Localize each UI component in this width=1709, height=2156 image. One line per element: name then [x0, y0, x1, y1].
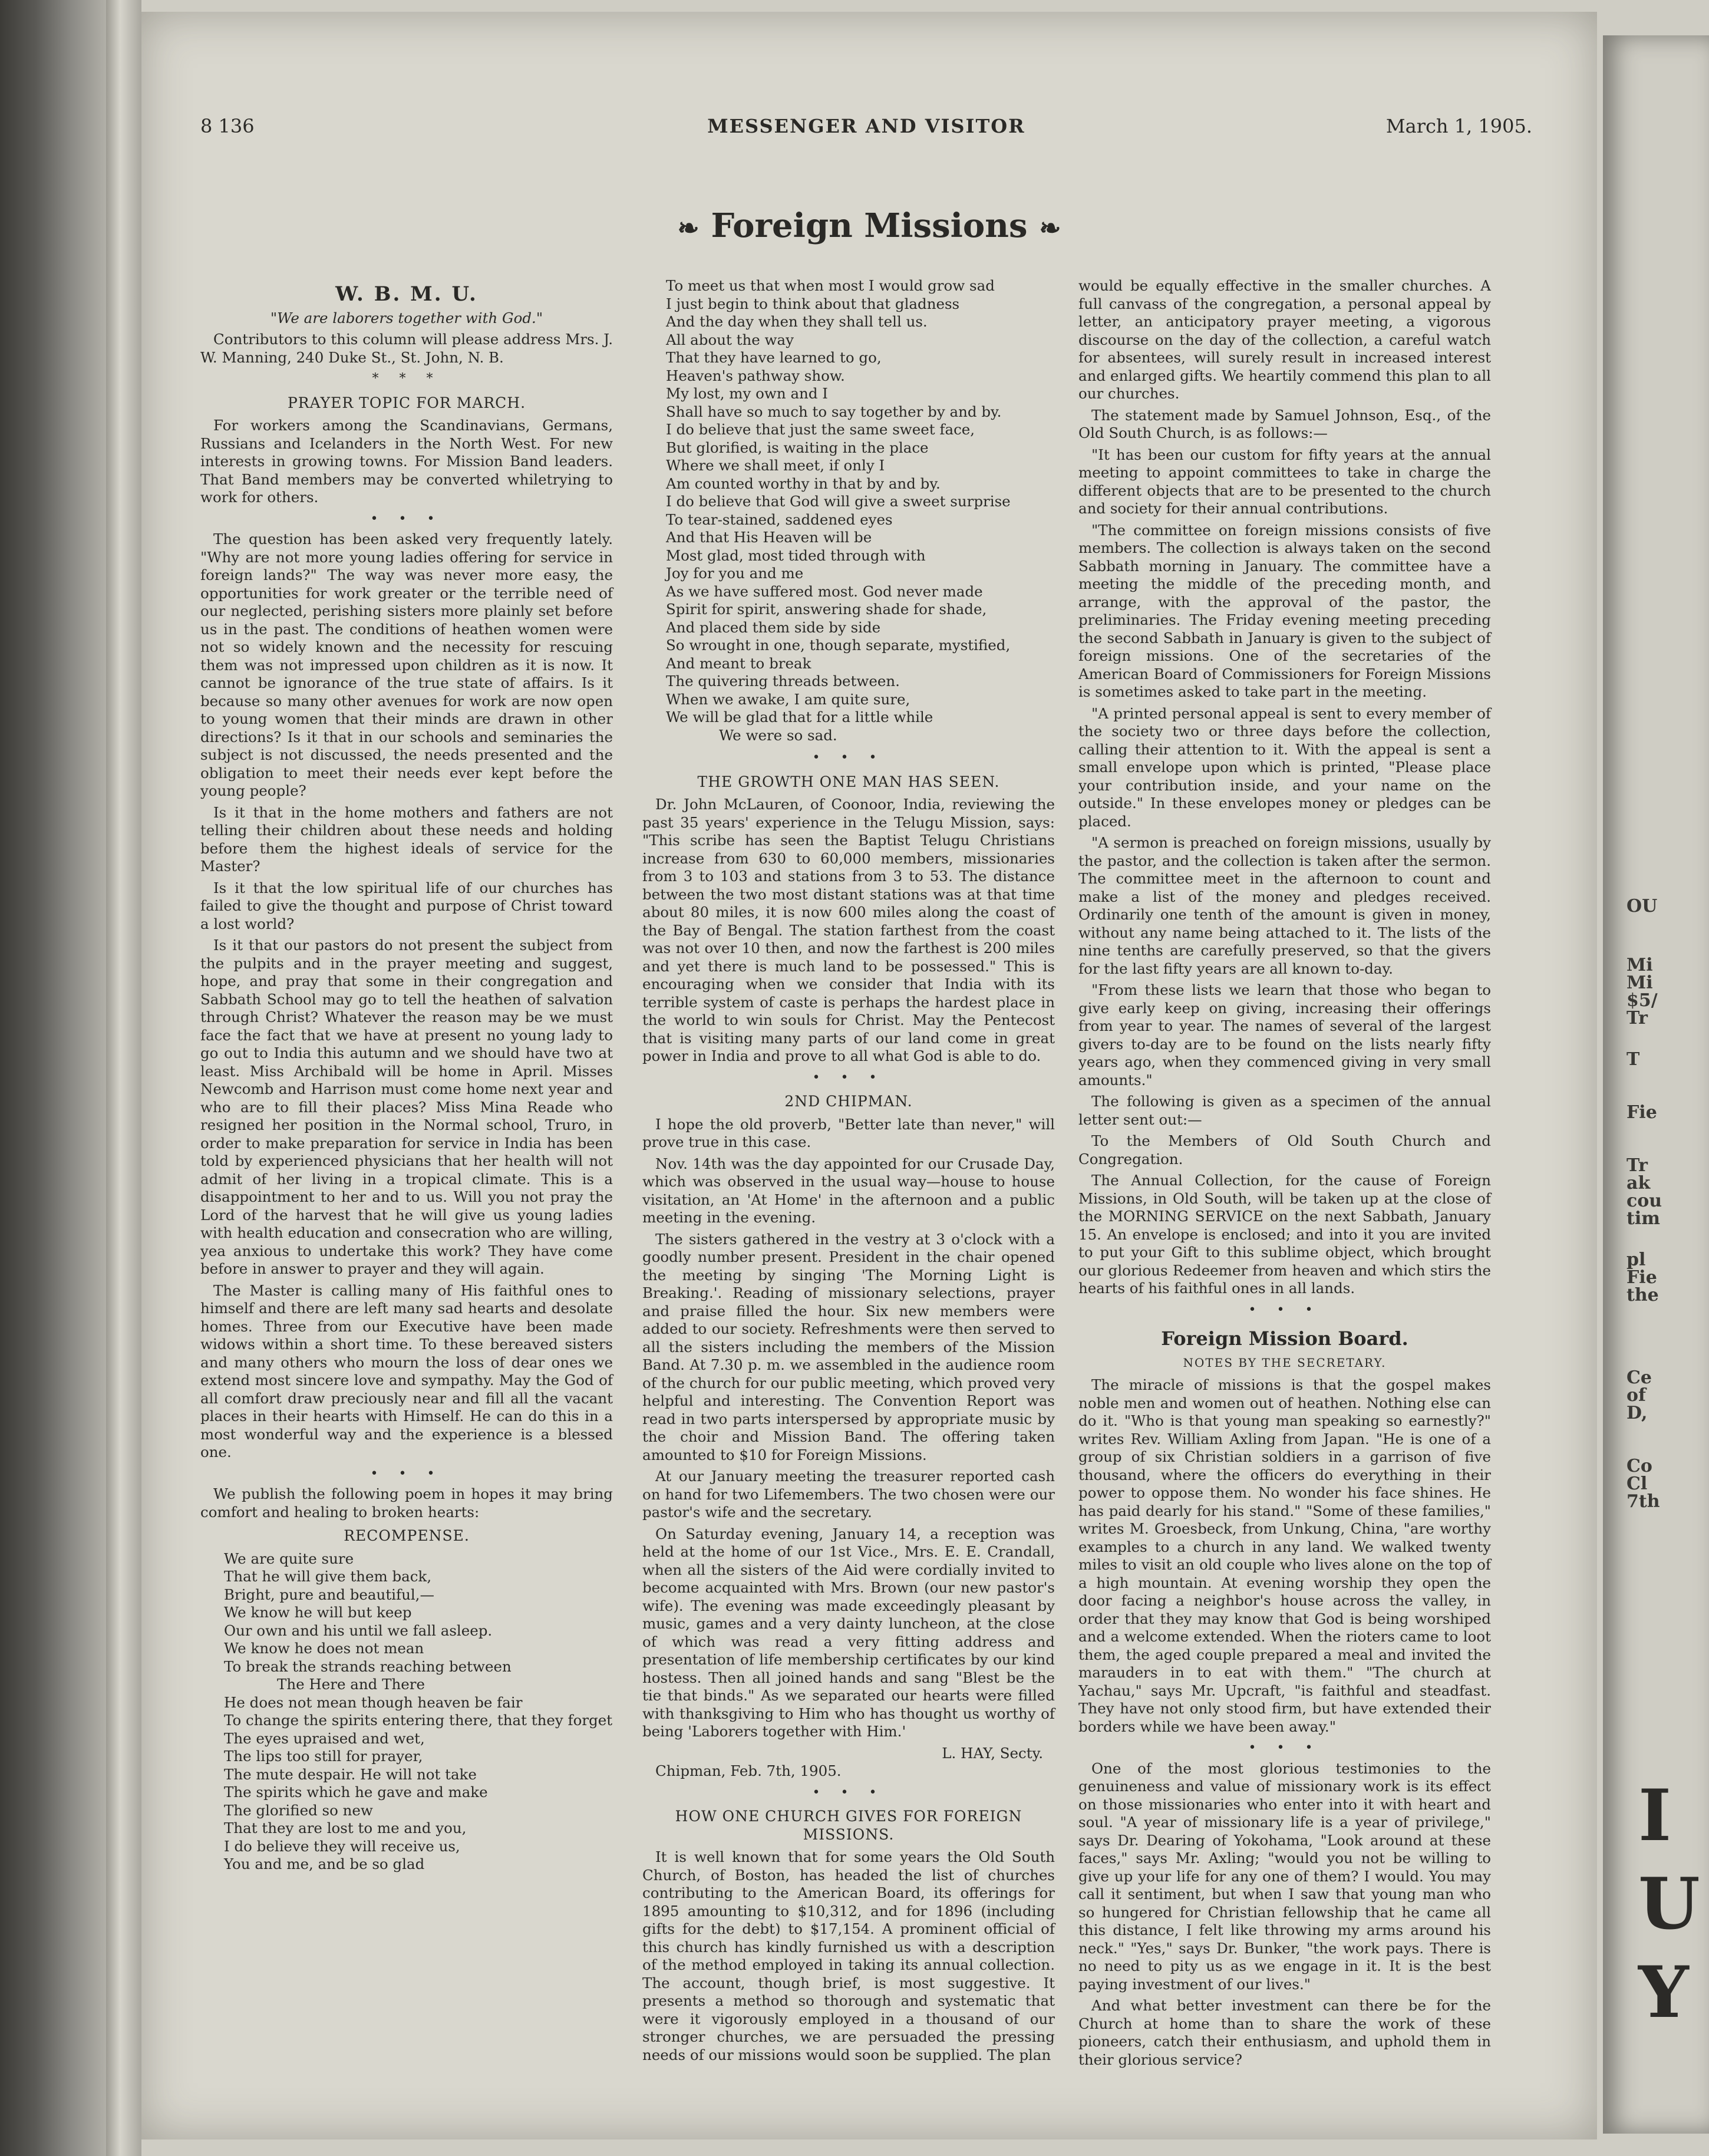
- paragraph: And what better investment can there be for the Church at home than to share the work of these pioneers, catch their enthusiasm, and uphold them in their glorious service?: [1078, 1997, 1491, 2068]
- board-heading: Foreign Mission Board.: [1161, 1327, 1408, 1350]
- poem-line: Heaven's pathway show.: [666, 367, 845, 384]
- adjacent-page-edge: [1603, 35, 1709, 2134]
- paragraph: "A sermon is preached on foreign missions, usually by the pastor, and the collection is taken after the sermon. The committee meet in the afternoon to count and make a list of the money and pledges received. Ordinarily one tenth of the amount is given in money, without any name being attached to it. The lists of the nine tenths are carefully preserved, so that the givers for the last fifty years are all known to-day.: [1078, 834, 1491, 977]
- fragment-big-letter: Y: [1638, 1951, 1689, 2034]
- dot-separator: • • •: [812, 1070, 885, 1085]
- poem-line: The glorified so new: [224, 1801, 373, 1819]
- fragment-big-letter: U: [1638, 1862, 1700, 1946]
- prayer-topic-text: For workers among the Scandinavians, Germans, Russians and Icelanders in the North West. For new interests in growing towns. For Mission Band leaders. That Band members may be converted whiletrying to work for others.: [200, 417, 613, 506]
- fragment-text: Fie: [1626, 1102, 1657, 1123]
- fragment-text: D,: [1626, 1403, 1648, 1423]
- dot-separator: • • •: [1248, 1740, 1321, 1755]
- poem-line: Shall have so much to say together by and by.: [666, 403, 1002, 420]
- poem-line: When we awake, I am quite sure,: [666, 690, 910, 708]
- wbmu-title: W. B. M. U.: [335, 282, 478, 306]
- paragraph: The following is given as a specimen of the annual letter sent out:—: [1078, 1093, 1491, 1128]
- dot-separator: • • •: [812, 750, 885, 765]
- poem-line: To change the spirits entering there, that they forget: [224, 1712, 613, 1729]
- paragraph: We publish the following poem in hopes it may bring comfort and healing to broken hearts:: [200, 1485, 613, 1521]
- poem-line: The mute despair. He will not take: [224, 1765, 477, 1783]
- paragraph: "A printed personal appeal is sent to every member of the society two or three days before the collection, calling their attention to it. With the appeal is sent a small envelope upon which is printed, "Please place your contribution inside, and your name on the outside." In these envelopes money or pledges can be placed.: [1078, 704, 1491, 830]
- poem-line: Our own and his until we fall asleep.: [224, 1621, 493, 1639]
- poem-line: To tear-stained, saddened eyes: [666, 510, 893, 528]
- poem-line: As we have suffered most. God never made: [666, 582, 983, 600]
- poem-line: I do believe that just the same sweet face,: [666, 421, 975, 438]
- chipman-heading: 2ND CHIPMAN.: [784, 1093, 913, 1110]
- poem-line: To break the strands reaching between: [224, 1657, 512, 1675]
- poem-line: And placed them side by side: [666, 618, 881, 636]
- fragment-text: Mi: [1626, 955, 1653, 975]
- paragraph: I hope the old proverb, "Better late than never," will prove true in this case.: [642, 1115, 1055, 1150]
- paragraph: The miracle of missions is that the gospel makes noble men and women out of heathen. Nothing else can do it. "Who is that young man speaking so earnestly?" writes Rev. William Axling from Japan. "He is one of a group of six Christian soldiers in a garrison of five thousand, where the officers do everything in their power to oppose them. No wonder his face shines. He has paid dearly for his stand." "Some of these families," writes M. Groesbeck, from Unkung, China, "are worthy examples to a church in any land. We walked twenty miles to visit an old couple who lives alone on the top of a high mountain. At evening worship they open the door facing a neighbor's house across the valley, in order that they may know that God is being worshiped and a welcome extended. When the rioters came to loot them, the aged couple prepared a meal and invited the marauders in to eat with them." "The church at Yachau," says Mr. Upcraft, "is faithful and steadfast. They have not only stood firm, but have extended their borders while we have been away.": [1078, 1376, 1491, 1735]
- poem-line: He does not mean though heaven be fair: [224, 1693, 523, 1711]
- fragment-big-letter: I: [1638, 1774, 1672, 1857]
- paragraph: To the Members of Old South Church and Congregation.: [1078, 1132, 1491, 1168]
- poem-line: We will be glad that for a little while: [666, 708, 933, 726]
- poem-line: Where we shall meet, if only I: [666, 457, 885, 474]
- fragment-text: ak: [1626, 1173, 1651, 1194]
- fragment-text: Mi: [1626, 972, 1653, 993]
- poem-line: And that His Heaven will be: [666, 529, 872, 546]
- fragment-text: Ce: [1626, 1367, 1652, 1388]
- board-subheading: NOTES BY THE SECRETARY.: [1183, 1355, 1387, 1370]
- poem-recompense-part2: [666, 277, 1055, 744]
- paragraph: At our January meeting the treasurer reported cash on hand for two Lifemembers. The two chosen were our pastor's wife and the secretary.: [642, 1468, 1055, 1521]
- contributors-note: Contributors to this column will please address Mrs. J. W. Manning, 240 Duke St., St. John, N. B.: [200, 331, 613, 366]
- fragment-text: 7th: [1626, 1491, 1660, 1512]
- page-binding: [106, 0, 141, 2156]
- paragraph: "It has been our custom for fifty years at the annual meeting to appoint committees to take in charge the different objects that are to be presented to the church and society for their annual contributions.: [1078, 446, 1491, 517]
- paragraph: One of the most glorious testimonies to the genuineness and value of missionary work is its effect on those missionaries who enter into it with heart and soul. "A year of missionary life is a year of privilege," says Dr. Dearing of Yokohama, "Look around at these faces," says Mr. Axling; "would you not be willing to give up your life for any one of them? I would. You may call it sentiment, but when I saw that young man who so hungered for Christian fellowship that he came all this distance, I felt like throwing my arms around his neck." "Yes," says Dr. Bunker, "the work pays. There is no need to pity us as we engage in it. It is the best paying investment of our lives.": [1078, 1759, 1491, 1993]
- column-3: [1078, 277, 1491, 2072]
- fragment-text: pl: [1626, 1250, 1646, 1270]
- poem-line: So wrought in one, though separate, mystified,: [666, 637, 1011, 654]
- poem-line: The eyes upraised and wet,: [224, 1729, 425, 1747]
- dot-separator: • • •: [1248, 1302, 1321, 1317]
- dateline: Chipman, Feb. 7th, 1905.: [655, 1762, 842, 1779]
- fragment-text: T: [1626, 1049, 1640, 1070]
- poem-line: We know he will but keep: [224, 1604, 412, 1621]
- paragraph: would be equally effective in the smaller churches. A full canvass of the congregation, a personal appeal by letter, an anticipatory prayer meeting, a vigorous discourse on the day of the collection, a careful watch for absentees, will surely result in increased interest and enlarged gifts. We heartily commend this plan to all our churches.: [1078, 277, 1491, 402]
- paragraph: Dr. John McLauren, of Coonoor, India, reviewing the past 35 years' experience in the Telugu Mission, says: "This scribe has seen the Baptist Telugu Christians increase from 630 to 60,000 members, missionaries from 3 to 103 and stations from 3 to 53. The distance between the two most distant stations was at that time about 80 miles, it is now 600 miles along the coast of the Bay of Bengal. The station farthest from the coast was not over 10 then, and now the farthest is 200 miles and yet there is much land to be possessed." This is encouraging when we consider that India with its terrible system of caste is perhaps the hardest place in the world to win souls for Christ. May the Pentecost that is visiting many parts of our land come in great power in India and prove to all what God is able to do.: [642, 796, 1055, 1064]
- fragment-text: Fie: [1626, 1267, 1657, 1288]
- poem-line: We are quite sure: [224, 1550, 354, 1567]
- journal-name: MESSENGER AND VISITOR: [707, 115, 1025, 137]
- signature: L. HAY, Secty.: [942, 1744, 1043, 1762]
- poem-line: The lips too still for prayer,: [224, 1748, 423, 1765]
- page-header: [200, 115, 1532, 150]
- poem-line: All about the way: [666, 331, 794, 348]
- poem-line: My lost, my own and I: [666, 385, 828, 402]
- section-title-text: Foreign Missions: [711, 206, 1028, 245]
- poem-line: You and me, and be so glad: [224, 1855, 425, 1873]
- column-2: [642, 277, 1055, 2068]
- ornament-icon: ❧: [1039, 213, 1061, 243]
- newspaper-page: [141, 12, 1597, 2139]
- poem-line: We were so sad.: [719, 726, 837, 744]
- fragment-text: Co: [1626, 1456, 1652, 1476]
- poem-line: The Here and There: [277, 1676, 425, 1693]
- poem-title: RECOMPENSE.: [344, 1527, 470, 1544]
- poem-line: I do believe they will receive us,: [224, 1837, 460, 1855]
- fragment-text: Tr: [1626, 1155, 1648, 1176]
- poem-line: Spirit for spirit, answering shade for shade,: [666, 601, 987, 618]
- fragment-text: tim: [1626, 1208, 1660, 1229]
- paragraph: The Master is calling many of His faithful ones to himself and there are left many sad hearts and desolate homes. Three from our Executive have been made widows within a short time. To these bereaved sisters and many others who mourn the loss of dear ones we extend most sincere love and sympathy. May the God of all comfort draw preciously near and fill all the vacant places in their hearts with Himself. He can do this in a most wonderful way and the experience is a blessed one.: [200, 1281, 613, 1461]
- paragraph: "From these lists we learn that those who began to give early keep on giving, increasing their offerings from year to year. The names of several of the largest givers to-day are to be found on the lists nearly fifty years ago, when they commenced giving in very small amounts.": [1078, 981, 1491, 1089]
- fragment-text: OU: [1626, 896, 1658, 917]
- poem-line: That they are lost to me and you,: [224, 1819, 467, 1837]
- poem-line: That he will give them back,: [224, 1568, 432, 1585]
- paragraph: Is it that the low spiritual life of our churches has failed to give the thought and purpose of Christ toward a lost world?: [200, 879, 613, 932]
- paragraph: Is it that in the home mothers and fathers are not telling their children about these needs and holding before them the highest ideals of service for the Master?: [200, 803, 613, 875]
- poem-line: The spirits which he gave and make: [224, 1784, 488, 1801]
- poem-line: That they have learned to go,: [666, 349, 882, 366]
- fragment-text: cou: [1626, 1191, 1662, 1211]
- dot-separator: • • •: [370, 511, 443, 526]
- poem-recompense-part1: [224, 1550, 613, 1874]
- paragraph: The statement made by Samuel Johnson, Esq., of the Old South Church, is as follows:—: [1078, 406, 1491, 441]
- fragment-text: the: [1626, 1285, 1659, 1306]
- paragraph: On Saturday evening, January 14, a reception was held at the home of our 1st Vice., Mrs. E. E. Crandall, when all the sisters of the Aid were cordially invited to become acquainted with Mrs. Brown (our new pastor's wife). The evening was made exceedingly pleasant by music, games and a very dainty luncheon, at the close of which was read a very fitting address and presentation of life membership certificates by our kind hostess. Then all joined hands and sang "Blest be the tie that binds." As we separated our hearts were filled with thanksgiving to Him who has thought us worthy of being 'Laborers together with Him.': [642, 1525, 1055, 1740]
- paragraph: It is well known that for some years the Old South Church, of Boston, has headed the list of churches contributing to the American Board, its offerings for 1895 amounting to $10,312, and for 1896 (including gifts for the debt) to $17,154. A prominent official of this church has kindly furnished us with a description of the method employed in taking its annual collection. The account, though brief, is most suggestive. It presents a method so thorough and systematic that were it vigorously employed in a thousand of our stronger churches, we are persuaded the pressing needs of our missions would soon be supplied. The plan: [642, 1848, 1055, 2063]
- fragment-text: Cl: [1626, 1473, 1648, 1494]
- paragraph: The sisters gathered in the vestry at 3 o'clock with a goodly number present. President in the chair opened the meeting by singing 'The Morning Light is Breaking.'. Reading of missionary selections, prayer and praise filled the hour. Six new members were added to our society. Refreshments were then served to all the sisters including the members of the Mission Band. At 7.30 p. m. we assembled in the audience room of the church for our public meeting, which proved very helpful and interesting. The Convention Report was read in two parts interspersed by appropriate music by the choir and Mission Band. The offering taken amounted to $10 for Foreign Missions.: [642, 1230, 1055, 1463]
- ornament-icon: ❧: [677, 213, 700, 243]
- poem-line: Am counted worthy in that by and by.: [666, 474, 941, 492]
- church-heading: HOW ONE CHURCH GIVES FOR FOREIGN MISSIONS.: [675, 1808, 1022, 1843]
- poem-line: And meant to break: [666, 654, 811, 672]
- dot-separator: • • •: [812, 1785, 885, 1800]
- paragraph: The Annual Collection, for the cause of Foreign Missions, in Old South, will be taken up at the close of the MORNING SERVICE on the next Sabbath, January 15. An envelope is enclosed; and into it you are invited to put your Gift to this sublime object, which brought our glorious Redeemer from heaven and which stirs the hearts of his faithful ones in all lands.: [1078, 1172, 1491, 1297]
- paragraph: Nov. 14th was the day appointed for our Crusade Day, which was observed in the usual way—house to house visitation, an 'At Home' in the afternoon and a public meeting in the evening.: [642, 1155, 1055, 1226]
- page-number: 8 136: [200, 115, 255, 137]
- fragment-text: $5/: [1626, 990, 1658, 1011]
- paragraph: Is it that our pastors do not present the subject from the pulpits and in the prayer meeting and suggest, hope, and pray that some in their congregation and Sabbath School may go to tell the heathen of salvation through Christ? Whatever the reason may be we must face the fact that we have at present no young lady to go out to India this autumn and we should have two at least. Miss Archibald will be home in April. Misses Newcomb and Harrison must come home next year and who are to fill their places? Miss Mina Reade who resigned her position in the Normal school, Truro, in order to make preparation for service in India has been told by experienced physicians that her health will not admit of her living in a tropical climate. This is a disappointment to her and to us. Will you not pray the Lord of the harvest that he will give us young ladies with health education and consecration who are willing, yea anxious to undertake this work? They have come before in answer to prayer and they will again.: [200, 937, 613, 1277]
- poem-line: Bright, pure and beautiful,—: [224, 1585, 434, 1603]
- issue-date: March 1, 1905.: [1385, 115, 1532, 137]
- poem-line: I do believe that God will give a sweet surprise: [666, 493, 1011, 510]
- paragraph: "The committee on foreign missions consists of five members. The collection is always taken on the second Sabbath morning in January. The committee have a meeting the middle of the preceding month, and arrange, with the approval of the pastor, the preliminaries. The Friday evening meeting preceding the second Sabbath in January is given to the subject of foreign missions. One of the secretaries of the American Board of Commissioners for Foreign Missions is sometimes asked to take part in the meeting.: [1078, 521, 1491, 700]
- poem-line: I just begin to think about that gladness: [666, 295, 960, 312]
- poem-line: But glorified, is waiting in the place: [666, 439, 929, 456]
- poem-line: The quivering threads between.: [666, 672, 900, 690]
- fragment-text: Tr: [1626, 1008, 1648, 1028]
- poem-line: Most glad, most tided through with: [666, 546, 926, 564]
- column-1: [200, 283, 613, 1878]
- star-separator: * * *: [372, 371, 441, 386]
- wbmu-motto: "We are laborers together with God.": [270, 309, 543, 327]
- dot-separator: • • •: [370, 1466, 443, 1481]
- poem-line: And the day when they shall tell us.: [666, 313, 928, 330]
- fragment-text: of: [1626, 1385, 1646, 1406]
- paragraph: The question has been asked very frequently lately. "Why are not more young ladies offering for service in foreign lands?" The way was never more easy, the opportunities for work greater or the terrible need of our neglected, perishing sisters more plainly set before us in the past. The conditions of heathen women were not so widely known and the necessity for rescuing them was not impressed upon children as it is now. It cannot be ignorance of the true state of affairs. Is it because so many other avenues for work are now open to young women that their minds are drawn in other directions? Is it that in our schools and seminaries the subject is not discussed, the needs presented and the obligation to meet their needs ever kept before the young people?: [200, 530, 613, 799]
- poem-line: To meet us that when most I would grow sad: [666, 277, 995, 294]
- poem-line: Joy for you and me: [666, 565, 804, 582]
- section-title: [141, 206, 1597, 245]
- growth-heading: THE GROWTH ONE MAN HAS SEEN.: [697, 773, 1000, 790]
- prayer-topic-heading: PRAYER TOPIC FOR MARCH.: [287, 394, 526, 411]
- poem-line: We know he does not mean: [224, 1640, 424, 1657]
